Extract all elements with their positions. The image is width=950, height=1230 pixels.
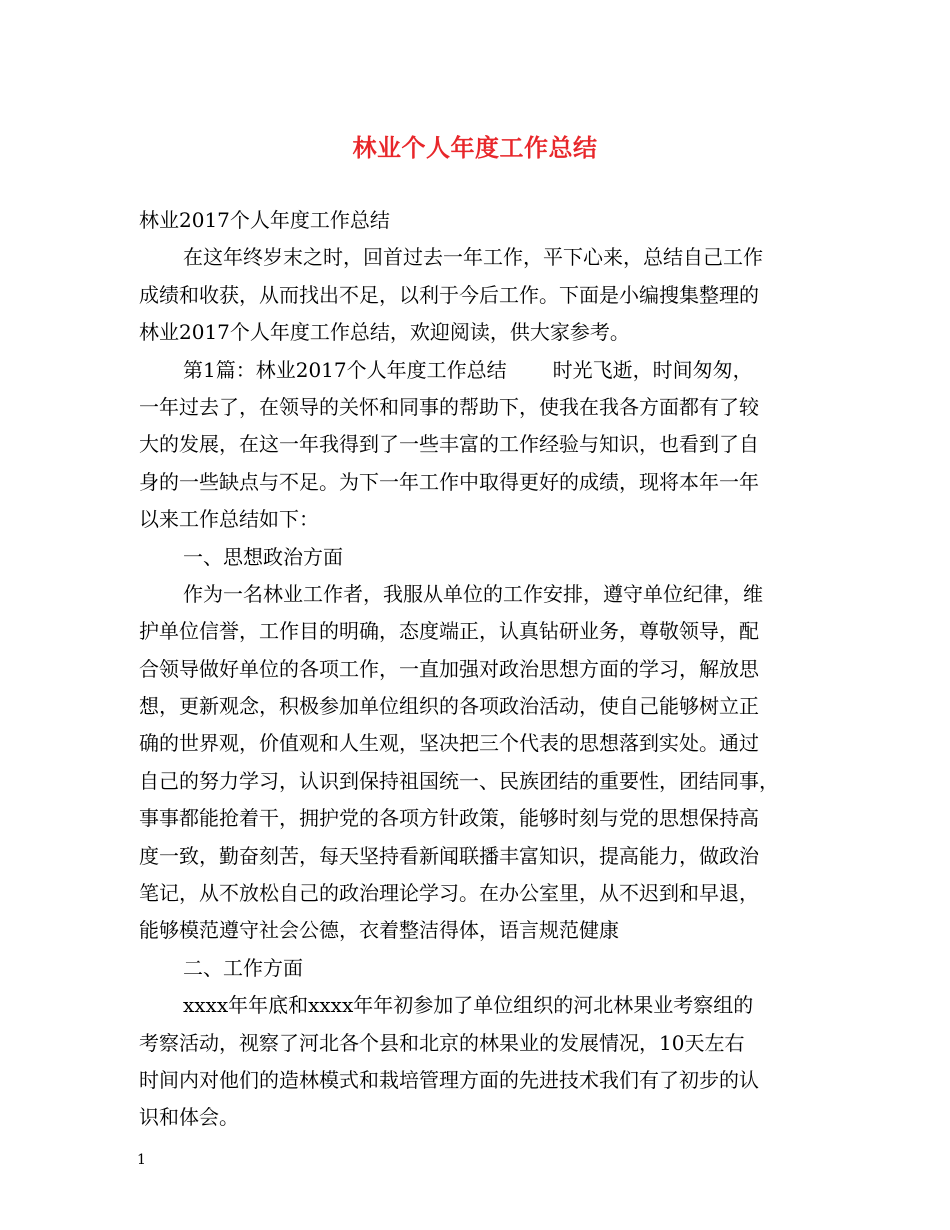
text-line <box>139 576 824 613</box>
text-line-content: 时间内对他们的造林模式和栽培管理方面的先进技术我们有了初步的认 <box>139 1067 759 1092</box>
text-line <box>139 1062 824 1099</box>
text-line <box>139 426 824 463</box>
text-line <box>139 613 824 650</box>
text-line <box>139 352 824 389</box>
text-line-content: xxxx年年底和xxxx年年初参加了单位组织的河北林果业考察组的 <box>183 993 754 1018</box>
text-line <box>139 501 824 538</box>
text-line-content: 想，更新观念，积极参加单位组织的各项政治活动，使自己能够树立正 <box>139 694 759 719</box>
text-line-content: 能够模范遵守社会公德，衣着整洁得体，语言规范健康 <box>139 918 619 943</box>
text-line-content: 一年过去了，在领导的关怀和同事的帮助下，使我在我各方面都有了较 <box>139 394 759 419</box>
text-line <box>139 239 824 276</box>
text-line-content: 自己的努力学习，认识到保持祖国统一、民族团结的重要性，团结同事， <box>139 768 779 793</box>
text-line <box>139 464 824 501</box>
text-line <box>139 912 824 949</box>
text-line <box>139 763 824 800</box>
text-line <box>139 1025 824 1062</box>
text-line <box>139 539 824 576</box>
text-line-content: 大的发展，在这一年我得到了一些丰富的工作经验与知识，也看到了自 <box>139 432 759 457</box>
document-title: 林业个人年度工作总结 <box>352 133 598 162</box>
text-line <box>139 202 824 239</box>
text-line-content: 在这年终岁末之时，回首过去一年工作，平下心来，总结自己工作 <box>183 245 763 270</box>
text-line <box>139 651 824 688</box>
text-line-content: 考察活动，视察了河北各个县和北京的林果业的发展情况，10天左右 <box>139 1030 745 1055</box>
text-line-content: 林业2017个人年度工作总结 <box>139 208 390 232</box>
text-line-content: 护单位信誉，工作目的明确，态度端正，认真钻研业务，尊敬领导，配 <box>139 619 759 644</box>
text-line <box>139 838 824 875</box>
text-line <box>139 277 824 314</box>
text-line-content: 识和体会。 <box>139 1105 239 1130</box>
text-line-content: 身的一些缺点与不足。为下一年工作中取得更好的成绩，现将本年一年 <box>139 469 759 494</box>
text-line <box>139 688 824 725</box>
text-line-content: 作为一名林业工作者，我服从单位的工作安排，遵守单位纪律，维 <box>183 581 763 606</box>
text-line <box>139 800 824 837</box>
text-line-content: 事事都能抢着干，拥护党的各项方针政策，能够时刻与党的思想保持高 <box>139 806 759 831</box>
text-line-continuation: 时光飞逝，时间匆匆， <box>552 357 753 382</box>
text-line <box>139 389 824 426</box>
text-line <box>139 987 824 1024</box>
text-line-content: 确的世界观，价值观和人生观，坚决把三个代表的思想落到实处。通过 <box>139 731 759 756</box>
text-line-content: 笔记，从不放松自己的政治理论学习。在办公室里，从不迟到和早退， <box>139 881 759 906</box>
text-line <box>139 314 824 351</box>
text-line-content: 一、思想政治方面 <box>183 544 343 569</box>
text-line-content: 林业2017个人年度工作总结，欢迎阅读，供大家参考。 <box>139 320 630 345</box>
text-line <box>139 725 824 762</box>
document-body <box>139 202 824 1137</box>
page-number: 1 <box>137 1152 146 1168</box>
text-line-content: 第1篇：林业2017个人年度工作总结 <box>183 357 507 382</box>
text-line-content: 以来工作总结如下： <box>139 507 319 532</box>
text-line <box>139 1099 824 1136</box>
text-line <box>139 875 824 912</box>
text-line-content: 成绩和收获，从而找出不足，以利于今后工作。下面是小编搜集整理的 <box>139 282 759 307</box>
text-line <box>139 950 824 987</box>
text-line-content: 二、工作方面 <box>183 955 303 980</box>
text-line-content: 合领导做好单位的各项工作，一直加强对政治思想方面的学习，解放思 <box>139 656 759 681</box>
text-line-content: 度一致，勤奋刻苦，每天坚持看新闻联播丰富知识，提高能力，做政治 <box>139 843 759 868</box>
